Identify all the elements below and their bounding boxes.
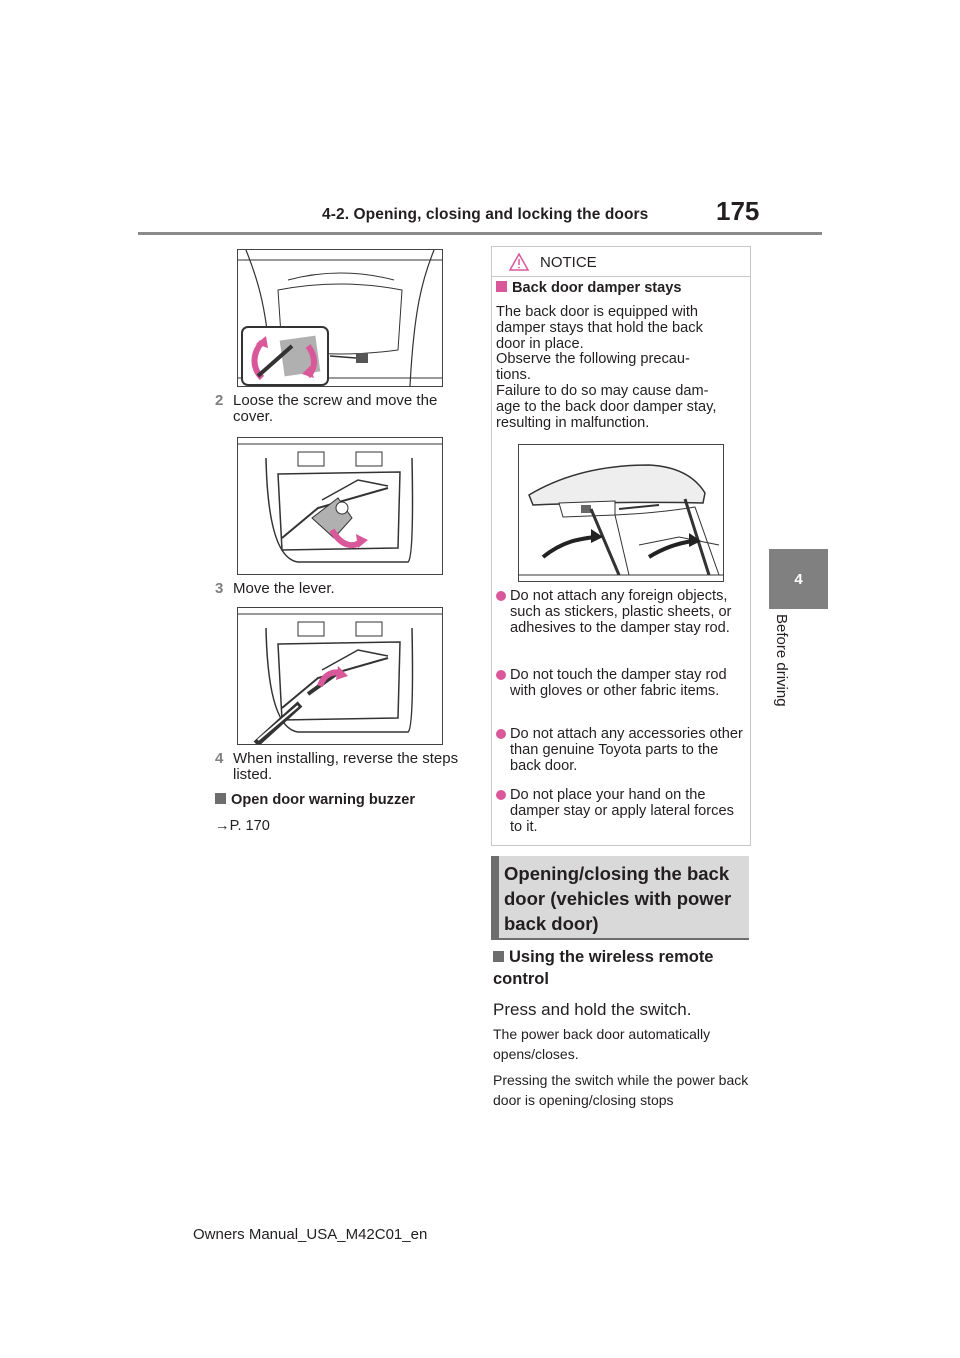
notice-line: age to the back door damper stay,	[496, 398, 717, 415]
step-2	[215, 393, 465, 427]
notice-line: door in place.	[496, 335, 584, 352]
bullet-text: Do not place your hand on the damper stay or apply lateral forces to it.	[510, 787, 734, 835]
bullet-dot-icon	[496, 591, 506, 601]
notice-bullet	[496, 588, 746, 652]
page-number: 175	[716, 196, 760, 226]
step-number: 4	[215, 750, 224, 767]
lever-cover-illustration	[238, 438, 442, 574]
bullet-text: Do not attach any foreign objects, such as stickers, plastic sheets, or adhesives to the damper stay rod.	[510, 588, 732, 636]
step-4	[215, 751, 465, 785]
header-rule	[138, 232, 822, 235]
notice-line: The back door is equipped with	[496, 304, 699, 320]
cargo-cover-figure	[237, 249, 443, 387]
step-text: Move the lever.	[233, 580, 335, 597]
instruction-text: Press and hold the switch.	[493, 1000, 692, 1019]
warning-triangle-icon	[508, 252, 530, 272]
step-number: 2	[215, 392, 224, 409]
notice-bullet	[496, 787, 746, 835]
page-footer: Owners Manual_USA_M42C01_en	[193, 1226, 428, 1243]
notice-paragraph	[496, 305, 742, 431]
notice-line: Failure to do so may cause dam-	[496, 382, 709, 399]
notice-line: damper stays that hold the back	[496, 319, 703, 336]
bullet-text: Do not touch the damper stay rod with gloves or other fabric items.	[510, 667, 727, 699]
notice-line: resulting in malfunction.	[496, 414, 650, 431]
notice-box	[491, 246, 751, 846]
body-paragraph-2: Pressing the switch while the power back door is opening/closing stops	[493, 1072, 749, 1108]
chapter-label-text: Before driving	[773, 614, 790, 707]
notice-title: NOTICE	[540, 254, 597, 271]
notice-line: Observe the following precau-	[496, 351, 690, 368]
bullet-text: Do not attach any accessories other than genuine Toyota parts to the back door.	[510, 726, 743, 774]
step-number: 3	[215, 580, 224, 597]
damper-stay-illustration	[519, 445, 723, 581]
section-heading	[491, 856, 749, 940]
page-header-title: 4-2. Opening, closing and locking the doors	[322, 206, 649, 223]
damper-stay-figure	[518, 444, 724, 582]
arrow-right-icon: →	[215, 818, 230, 834]
bullet-dot-icon	[496, 729, 506, 739]
open-door-buzzer-heading	[215, 792, 415, 808]
notice-subheading-text: Back door damper stays	[512, 280, 682, 296]
bullet-dot-icon	[496, 790, 506, 800]
wireless-remote-subheading	[493, 946, 749, 990]
section-heading-bar	[491, 856, 499, 940]
step-3	[215, 581, 465, 599]
step-text: Loose the screw and move the cover.	[233, 392, 438, 425]
crossref-text: P. 170	[229, 818, 270, 834]
move-lever-figure	[237, 607, 443, 745]
crossref-link[interactable]	[215, 818, 270, 834]
square-bullet-icon	[493, 951, 504, 962]
body-paragraph-1: The power back door automatically opens/closes.	[493, 1026, 711, 1062]
notice-bullet	[496, 726, 746, 774]
bullet-dot-icon	[496, 670, 506, 680]
notice-subheading	[496, 281, 742, 297]
chapter-number: 4	[794, 570, 803, 588]
lever-cover-figure	[237, 437, 443, 575]
notice-header	[492, 247, 750, 277]
section-title: Opening/closing the back door (vehicles with power back door)	[504, 863, 732, 934]
square-bullet-icon	[496, 281, 507, 292]
move-lever-illustration	[238, 608, 442, 744]
cargo-cover-illustration	[238, 250, 442, 386]
notice-bullet	[496, 667, 746, 715]
chapter-side-label	[770, 614, 796, 724]
subheading-text: Using the wireless remote control	[493, 948, 714, 988]
square-bullet-icon	[215, 793, 226, 804]
step-text: When installing, reverse the steps listed.	[233, 750, 459, 783]
subheading-text: Open door warning buzzer	[231, 792, 416, 808]
notice-line: tions.	[496, 367, 531, 384]
chapter-tab	[769, 549, 828, 609]
